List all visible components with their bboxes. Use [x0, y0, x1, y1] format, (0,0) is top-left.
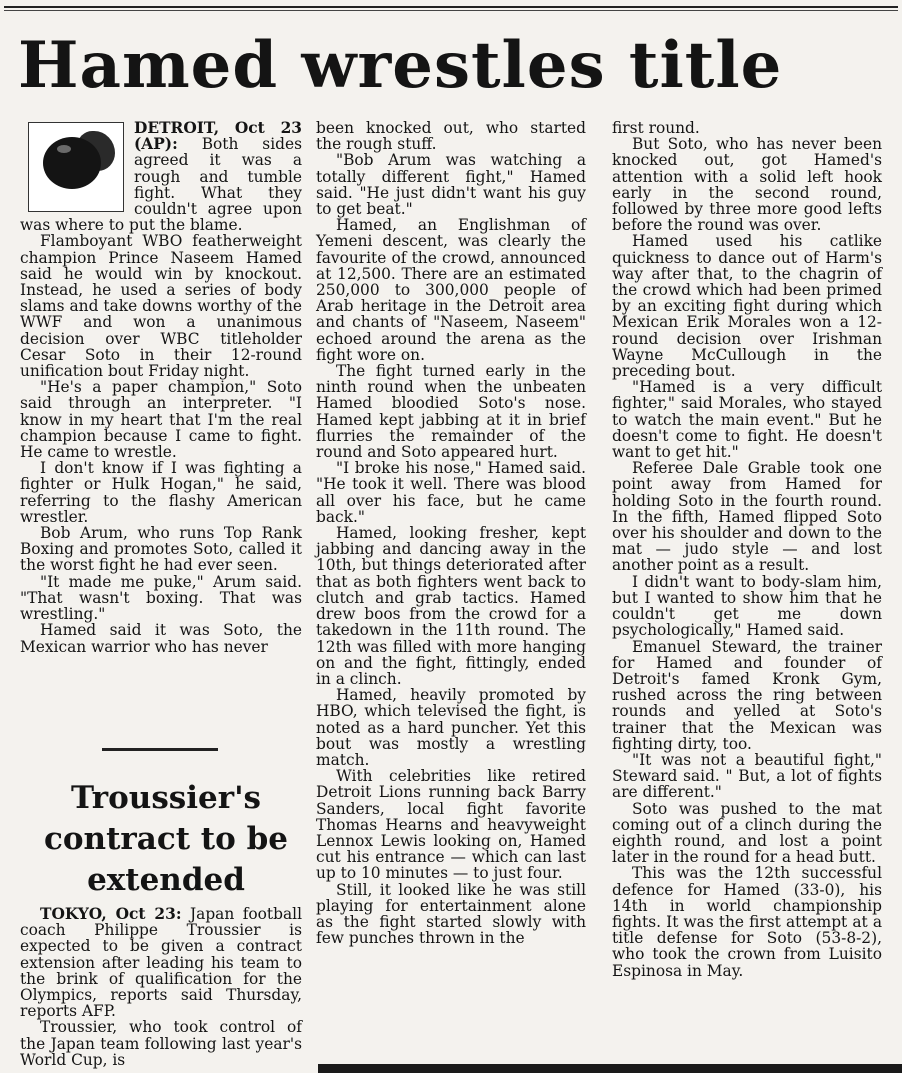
dateline: DETROIT, Oct 23 (AP):: [134, 119, 302, 154]
top-rule-thin: [4, 10, 898, 11]
paragraph: Still, it looked like he was still playing for entertainment alone as the fight started slowly with few punches thrown in the: [316, 880, 586, 948]
sidebar-headline: Troussier's contract to be extended: [43, 780, 288, 898]
paragraph: Referee Dale Grable took one point away from Hamed for holding Soto in the fourth round. In the fifth, Hamed flipped Soto over his shoulder and down to the mat — judo style — and lost another point as a result.: [612, 459, 882, 575]
paragraph: Hamed used his catlike quickness to dance out of Harm's way after that, to the chagrin of the crowd which had been primed by an exciting fight during which Mexican Erik Morales won a 12-round decision over Irishman Wayne McCullough in the preceding bout.: [612, 232, 882, 381]
article-column-1: [20, 120, 302, 655]
paragraph: first round.: [612, 119, 700, 137]
paragraph: Bob Arum, who runs Top Rank Boxing and promotes Soto, called it the worst fight he had ever seen.: [20, 524, 302, 575]
sidebar-lead-paragraph: [20, 906, 302, 1019]
top-rule: [4, 6, 898, 8]
paragraph: With celebrities like retired Detroit Lions running back Barry Sanders, local fight favorite Thomas Hearns and heavyweight Lennox Lewis looking on, Hamed cut his entrance — which can last up to 10 minutes — to just four.: [316, 767, 586, 883]
bottom-bar: [318, 1064, 902, 1073]
article-column-2: [316, 120, 586, 946]
paragraph: The fight turned early in the ninth round when the unbeaten Hamed bloodied Soto's nose. Hamed kept jabbing at it in brief flurries the remainder of the round and Soto appeared hurt.: [316, 362, 586, 462]
sidebar-paragraph: Troussier, who took control of the Japan team following last year's World Cup, is: [20, 1018, 302, 1069]
paragraph: Hamed said it was Soto, the Mexican warrior who has never: [20, 621, 302, 656]
paragraph: Hamed, looking fresher, kept jabbing and dancing away in the 10th, but things deteriorated after that as both fighters went back to clutch and grab tactics. Hamed drew boos from the crowd for a takedown in the 11th round. The 12th was filled with more hanging on and the fight, fittingly, ended in a clinch.: [316, 524, 586, 688]
paragraph: Soto was pushed to the mat coming out of a clinch during the eighth round, and lost a point later in the round for a head butt.: [612, 799, 882, 867]
paragraph: "Bob Arum was watching a totally different fight," Hamed said. "He just didn't want his guy to get beat.": [316, 151, 586, 219]
paragraph: "Hamed is a very difficult fighter," said Morales, who stayed to watch the main event." But he doesn't come to fight. He doesn't want to get hit.": [612, 378, 882, 462]
paragraph: "He's a paper champion," Soto said through an interpreter. "I know in my heart that I'm the real champion because I came to fight. He came to wrestle.: [20, 378, 302, 462]
paragraph: But Soto, who has never been knocked out, got Hamed's attention with a solid left hook early in the second round, followed by three more good lefts before the round was over.: [612, 135, 882, 235]
paragraph: Hamed, heavily promoted by HBO, which televised the fight, is noted as a hard puncher. Yet this bout was mostly a wrestling match.: [316, 686, 586, 769]
paragraph: "I broke his nose," Hamed said. "He took it well. There was blood all over his face, but he came back.": [316, 459, 586, 526]
paragraph: I didn't want to body-slam him, but I wanted to show him that he couldn't get me down psychologically," Hamed said.: [612, 572, 882, 640]
sidebar-dateline: TOKYO, Oct 23:: [40, 905, 182, 923]
paragraph: This was the 12th successful defence for Hamed (33-0), his 14th in world championship fights. It was the first attempt at a title defense for Soto (53-8-2), who took the crown from Luisito Espinosa in May.: [612, 864, 882, 980]
section-divider: [102, 748, 218, 751]
paragraph: Hamed, an Englishman of Yemeni descent, was clearly the favourite of the crowd, announced at 12,500. There are an estimated 250,000 to 300,000 people of Arab heritage in the Detroit area and chants of "Naseem, Naseem" echoed around the arena as the fight wore on.: [316, 216, 586, 364]
article-column-3: [612, 120, 882, 979]
paragraph: I don't know if I was fighting a fighter or Hulk Hogan," he said, referring to the flashy American wrestler.: [20, 459, 302, 526]
sidebar-story-body: [20, 906, 302, 1068]
sidebar-lead-text: Japan football coach Philippe Troussier is expected to be given a contract extension after leading his team to the brink of qualification for the Olympics, reports said Thursday, reports AFP.: [20, 905, 302, 1021]
boxing-glove-icon: [28, 122, 124, 212]
paragraph: "It was not a beautiful fight," Steward said. " But, a lot of fights are different.": [612, 750, 882, 802]
lead-text: Both sides agreed it was a rough and tumble fight. What they couldn't agree upon was where to put the blame.: [20, 135, 302, 235]
paragraph: been knocked out, who started the rough stuff.: [316, 119, 586, 154]
paragraph: Flamboyant WBO featherweight champion Prince Naseem Hamed said he would win by knockout. Instead, he used a series of body slams and take downs worthy of the WWF and won a unanimous decision over WBC titleholder Cesar Soto in their 12-round unification bout Friday night.: [20, 232, 302, 381]
paragraph: "It made me puke," Arum said. "That wasn't boxing. That was wrestling.": [20, 572, 302, 624]
article-headline: Hamed wrestles title: [18, 28, 783, 103]
paragraph: Emanuel Steward, the trainer for Hamed and founder of Detroit's famed Kronk Gym, rushed across the ring between rounds and yelled at Soto's trainer that the Mexican was fighting dirty, too.: [612, 637, 882, 753]
